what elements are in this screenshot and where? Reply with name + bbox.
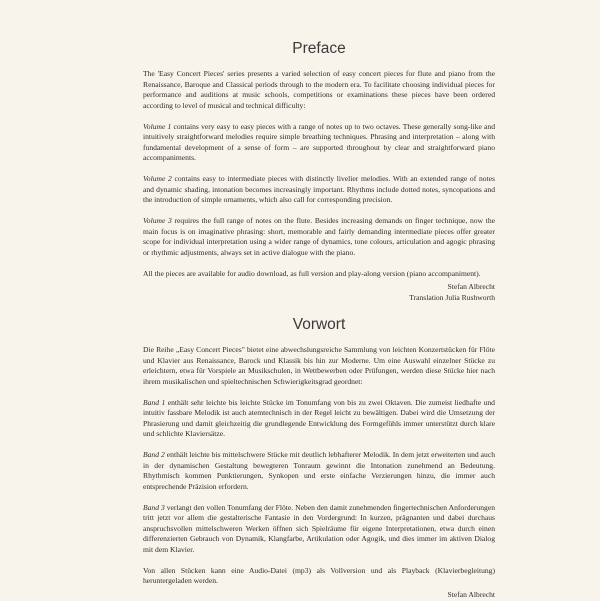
volume-3-text: requires the full range of notes on the flute. Besides increasing demands on finger technique, now the main focus is on imaginative phrasing: short, memorable and fairly demanding intermediate pieces offer greater scope for individual interpretation using a wider range of dynamics, tone colours, articulation and agogic phrasing or rhythmic adjustments, always set in active dialogue with the piano. [143,216,495,257]
preface-volume-3-paragraph [143,216,495,258]
vorwort-band-1-paragraph [143,398,495,440]
band-3-text: verlangt den vollen Tonumfang der Flöte. Neben den damit zunehmenden fingertechnischen Anforderungen tritt jetzt vor allem die gestalterische Fantasie in den Vordergrund: In kurzen, prägnanten und dabei durchaus anspruchsvollen mittelschweren Werken öffnen sich Spielräume für eigene Interpretationen, etwa durch einen differenzierten Gebrauch von Dynamik, Klangfarbe, Artikulation oder Agogik, und dies immer im aktiven Dialog mit dem Klavier. [143,502,495,555]
preface-translator: Translation Julia Rushworth [409,292,495,302]
volume-2-label: Volume 2 [143,174,172,184]
band-2-label: Band 2 [143,450,165,460]
preface-title: Preface [292,40,346,57]
vorwort-band-3-paragraph [143,503,495,556]
volume-1-label: Volume 1 [143,121,172,131]
vorwort-author: Stefan Albrecht [447,590,495,600]
band-1-label: Band 1 [143,397,166,407]
vorwort-band-2-paragraph [143,450,495,492]
preface-volume-2-paragraph [143,174,495,206]
vorwort-title: Vorwort [292,316,346,333]
volume-3-label: Volume 3 [143,216,172,226]
band-2-text: enthält leichte bis mittelschwere Stücke mit deutlich lebhafterer Melodik. In dem jetzt erweiterten und auch in der dynamischen Gestaltung bewegteren Tonraum gewinnt die Intonation zunehmend an Bedeutung. Rhythmisch kommen Punktierungen, Synkopen und erste einfache Verzierungen hinzu, die immer auch entsprechende Präzision erfordern. [143,450,495,491]
band-3-label: Band 3 [143,502,165,512]
band-1-text: enthält sehr leichte bis leichte Stücke im Tonumfang von bis zu zwei Oktaven. Die zumeist liedhafte und intuitiv fassbare Melodik ist auch atemtechnisch in der Regel leicht zu bewältigen. Dabei wird die Umsetzung der Phrasierung und damit gleichzeitig die grundlegende Entwicklung des Formgefühls immer unterstützt durch klare und schlichte Klaviersätze. [143,397,495,439]
vorwort-intro-paragraph: Die Reihe „Easy Concert Pieces" bietet eine abwechslungsreiche Sammlung von leichten Konzertstücken für Flöte und Klavier aus Renaissance, Barock und Klassik bis hin zur Moderne. Um eine Auswahl einzelner Stücke zu erleichtern, etwa für Vorspiele an Musikschulen, in Wettbewerben oder Prüfungen, werden diese Stücke hier nach ihrem musikalischen und spieltechnischen Schwierigkeitsgrad geordnet: [143,345,495,386]
volume-1-text: contains very easy to easy pieces with a range of notes up to two octaves. These generally song-like and intuitively straightforward melodies require simple breathing techniques. Phrasing and interpretation – along with fundamental development of a sense of form – are supported throughout by clear and straightforward piano accompaniments. [143,121,495,163]
preface-audio-paragraph: All the pieces are available for audio download, as full version and play-along version (piano accompaniment). [143,268,481,278]
vorwort-body [143,345,495,601]
preface-intro-paragraph: The 'Easy Concert Pieces' series presents a varied selection of easy concert pieces for flute and piano from the Renaissance, Baroque and Classical periods through to the modern era. To facilitate choosing individual pieces for performance and auditions at music schools, competitions or examinations these pieces have been ordered according to level of musical and technical difficulty: [143,69,495,110]
volume-2-text: contains easy to intermediate pieces with distinctly livelier melodies. With an extended range of notes and dynamic shading, intonation becomes increasingly important. Rhythms include dotted notes, syncopations and the introduction of simple ornaments, which also call for corresponding precision. [143,174,495,205]
preface-author: Stefan Albrecht [447,282,495,292]
vorwort-audio-paragraph: Von allen Stücken kann eine Audio-Datei (mp3) als Vollversion und als Playback (Klavierbegleitung) heruntergeladen werden. [143,565,495,586]
preface-volume-1-paragraph [143,122,495,164]
preface-body [143,69,495,303]
